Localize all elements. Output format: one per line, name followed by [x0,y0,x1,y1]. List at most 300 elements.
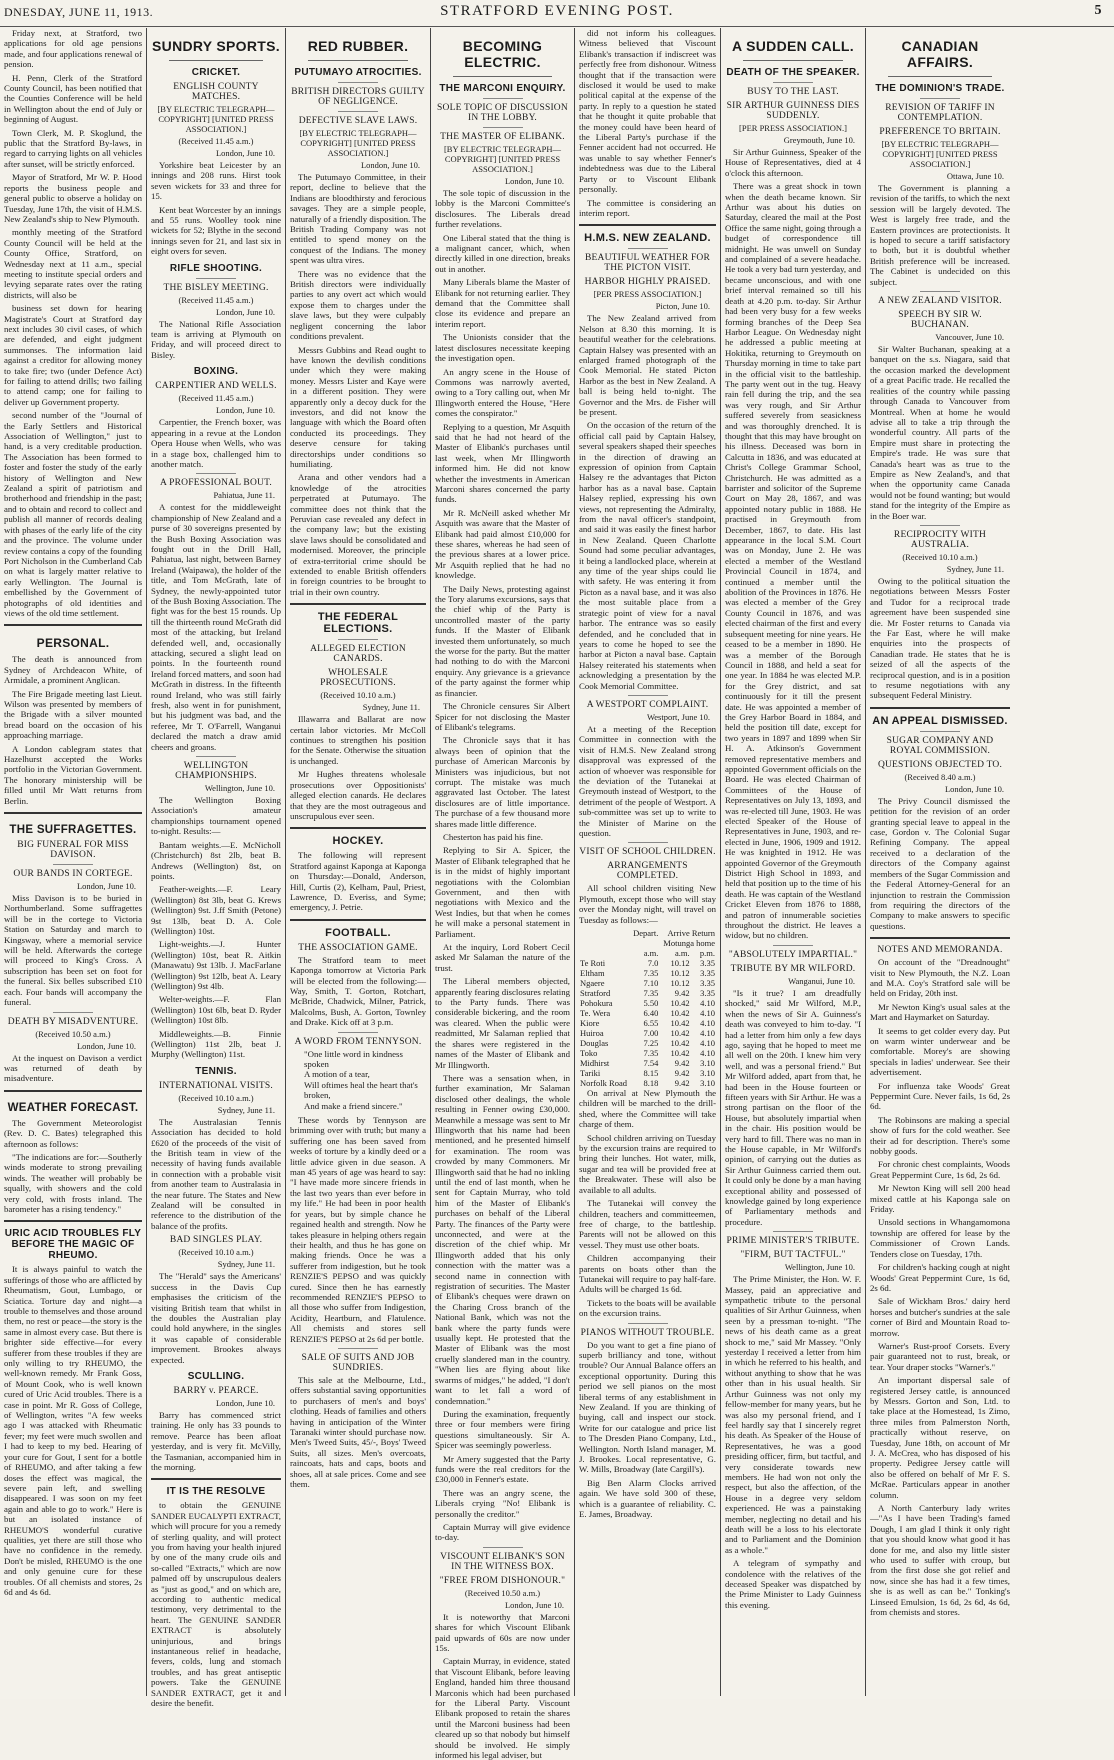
arrive-time: 9.42 [674,1058,690,1069]
divider [338,1348,378,1349]
divider [773,945,813,946]
divider [888,76,992,77]
section-heading: THE SUFFRAGETTES. [9,824,137,837]
section-divider [4,1090,142,1092]
news-paragraph: Illawarra and Ballarat are now certain labor victories. Mr McColl continues to strengthen his position for the Senate. Otherwise the situation is unchanged. [290,714,426,766]
issue-date: DNESDAY, JUNE 11, 1913. [4,5,154,19]
news-paragraph: Many Liberals blame the Master of Elibank for not returning earlier. They demand that the Committee shall close its evidence and prepare an interim report. [435,277,570,329]
wire-credit: [BY ELECTRIC TELEGRAPH—COPYRIGHT] [UNITED PRESS ASSOCIATION.] [299,128,417,158]
station-name: Douglas [580,1038,609,1049]
timetable-row [579,988,716,998]
advert-text: It is always painful to watch the sufferings of those who are afflicted by Rheumatism, Gout, Lumbago, or Sciatica. Torture day and night—a trouble to themselves and those around them, no rest or peace—the story is the same in almost every case. But there is brighter side effective—for every sufferer from these troubles if they are only willing to try RHEUMO, the well-known remedy. Mr Frank Goss, of Mount Cook, who is well known cured of Uric Acid troubles. There is a case in point. Mr R. Goss of College, of Wellington, writes "A few weeks ago I was attacked with Rheumatic fever; my feet were much swollen and I had to keep to my bed. Hearing of your cure for Gout, I sent for a bottle of RHEUMO, and after taking a few doses the effect was magical, the severe pain left, and swelling disappeared. I was soon on my feet again and able to go to work." Here is but an isolated instance of RHEUMO'S wonderful curative qualities, yet there are still those who have no confidence in the remedy. Don't be misled, RHEUMO is the one and only genuine cure for these troubles. Of all chemists and stores, 2s 6d and 4s 6d. [4,1264,142,1597]
news-paragraph: One Liberal stated that the thing is a malignant cancer, which, when directly killed in one direction, breaks out in another. [435,232,570,274]
subheading: THE DOMINION'S TRADE. [875,83,1005,94]
news-paragraph: The National Rifle Association team is arriving at Plymouth on Friday, and will proceed direct to Bisley. [151,318,281,360]
subheading: BUSY TO THE LAST. [747,87,839,97]
dateline: Picton, June 10. [655,301,710,312]
depart-time: 7.10 [643,978,659,989]
train-timetable [579,928,716,1088]
news-paragraph: On account of the "Dreadnought" visit to New Plymouth, the N.Z. Loan and M.A. Coy's Stratford sale will be held on Friday, 20th inst. [870,957,1010,999]
section-heading: H.M.S. NEW ZEALAND. [584,232,711,245]
poem-line: "One little word in kindness spoken [304,1048,403,1069]
received-time: (Received 10.10 a.m.) [320,690,396,701]
timetable-row [579,1058,716,1068]
depart-time: 7.0 [647,958,659,969]
news-paragraph: Chesterton has paid his fine. [443,831,543,842]
divider [453,76,552,77]
subheading: SOLE TOPIC OF DISCUSSION IN THE LOBBY. [437,103,568,123]
dateline: Sydney, June 11. [217,1104,275,1115]
arrive-time: 10.12 [670,978,690,989]
divider [628,842,668,843]
received-time: (Received 10.50 a.m.) [464,1587,541,1598]
subheading: ALLEGED ELECTION CANARDS. [310,644,406,665]
masthead-bar [0,0,1114,27]
news-paragraph: Mr Newton King will sell 200 head mixed cattle at his Kaponga sale on Friday. [870,1183,1010,1215]
column-red-rubber [286,28,430,1696]
poem-quote [290,1049,426,1111]
return-time: 3.35 [700,988,715,999]
divider [628,1323,668,1324]
section-divider [290,827,426,829]
arrive-time: 9.42 [674,988,690,999]
newspaper-title: STRATFORD EVENING POST. [440,3,674,19]
return-time: 3.10 [700,1078,715,1089]
news-paragraph: A telegram of sympathy and condolence with the relatives of the deceased Speaker was dispatched by the Prime Minister to Lady Guinness this evening. [725,1558,861,1610]
advert-text: to obtain the GENUINE SANDER EUCALYPTI EXTRACT, which will procure for you a remedy of sterling quality, and will protect you from having your health injured by one of the many crude oils and so-called "Extracts," which are now palmed off by unscrupulous dealers as "just as good," and on which are, according to authentic medical testimony, very detrimental to the heart. The GENUINE SANDER EXTRACT is absolutely uninjurious, and brings instantaneous relief in headache, fevers, colds, lung and stomach troubles, and has great antiseptic powers. Take the GENUINE SANDER EXTRACT, get it and desire the benefit. [151,1500,281,1709]
news-paragraph: Light-weights.—J. Hunter (Wellington) 10st, beat R. Aitkin (Manawatu) 9st 13lb. J. MacFarlane (Wellington) 9st 12lb, beat A. Leary (Wellington) 9st 4lb. [151,939,281,991]
news-paragraph: The Chronicle says that it has always been of opinion that the purchase of American Marconis by Ministers was injudicious, but not corrupt. The mistake was much aggravated last October. The latest disclosures are of little importance. The purchase of a few thousand more shares made little difference. [435,735,570,829]
station-name: Pohokura [580,998,613,1009]
column-headline: BECOMING ELECTRIC. [462,38,543,70]
timetable-row [579,1028,716,1038]
wire-credit: [PER PRESS ASSOCIATION.] [593,289,702,300]
news-paragraph: An angry scene in the House of Commons was narrowly averted, owing to a Tory calling out, when Mr Illingworth entered the House, "Here comes the conspirator." [435,366,570,419]
news-paragraph: The Prime Minister, the Hon. W. F. Massey, paid an appreciative and sympathetic tribute to the personal qualities of Sir Arthur Guinness, when seen by a pressman to-night. "The news of his death came as a great shock to me," said Mr Massey. "Only yesterday I received a letter from him in which he referred to his health, and without anything to show that he was other than in his usual health. Sir Arthur Guinness was not only my fellow-member for many years, but he was also my personal friend, and I feel hardly say that I sincerely regret his death. As Speaker of the House of Representatives, he was a good presiding officer, firm, but tactful, and very considerate towards new members. He had won not only the respect, but also the affection, of the House in a degree very seldom experienced. He was a painstaking member, neglecting no detail and his death will be a loss to his electorate and to Parliament and the Dominion as a whole." [725,1274,861,1555]
dateline: London, June 10. [215,405,275,416]
advert-text: These words by Tennyson are brimming over with truth; but many a suffering one has been saved from weeks of torture by a kindly deed or a little advice given in due season. A man 45 years of age was heard to say: "I have made more sincere friends in the last two years than ever before in my life." He had been in poor health for years, but by simple chance he regained health and strength. Now he takes pleasure in helping others regain their health, and thus he has gone on making friends. Once he was a sufferer from indigestion, but he took RENZIE'S PEPSO and was quickly cured. Since then he has earnestly recommended RENZIE'S PEPSO to all those who suffer from Indigestion, Acidity, Heartburn, and Flatulence. All chemists and stores sell RENZIE'S PEPSO at 2s 6d per bottle. [290,1115,426,1344]
subheading: "FREE FROM DISHONOUR." [439,1575,566,1586]
dateline: London, June 10. [215,1397,275,1408]
station-name: Norfolk Road [580,1078,627,1089]
news-paragraph: For children's hacking cough at night Woods' Great Peppermint Cure, 1s 6d, 2s 6d. [870,1262,1010,1293]
dateline: Ottawa, June 10. [946,171,1004,181]
section-divider [870,707,1010,709]
station-name: Ngaere [580,978,605,989]
news-paragraph: There was a sensation when, in further examination, Mr Salaman disclosed other dealings, the whole resulting in Fenner owing £30,000. Meanwhile a message was sent to Mr Illingworth that his name had been mentioned, and he presented himself for examination. The room was crowded by many Commoners. Mr Illingworth said that he had no inkling until the end of last month, when he sent for Captain Murray, who told him of the Master of Elibank's purchases on behalf of the Liberal Party. The finances of the Party were unconnected, and were at the discretion of the chief whip. Mr Illingworth added that his only connection with the matter was a second name in connection with registration of securities. The Master of Elibank's cheques were drawn on the Charing Cross branch of the National Bank, which was not the bank where the party funds were usually kept. He protested that the Master of Elibank was the most cruelly slandered man in the country. "When lies are flying about like swarms of midges," he added, "I don't want to let fall a word of condemnation." [435,1072,570,1406]
subheading: DEFECTIVE SLAVE LAWS. [298,116,418,126]
advert-heading: URIC ACID TROUBLES FLY BEFORE THE MAGIC OF RHEUMO. [4,1228,142,1262]
section-heading: FOOTBALL. [325,926,391,939]
station-name: Kiore [580,1018,600,1029]
news-paragraph: The New Zealand arrived from Nelson at 8.30 this morning. It is beautiful weather for the celebrations. Captain Halsey was presented with an enlarged framed photograph of the Cook Memorial. He stated Picton Harbor as the best in New Zealand. A ball is being held to-night. The Governor and the Mrs. de Fisher will be present. [579,313,716,417]
divider [338,82,378,83]
news-paragraph: The "Herald" says the Americans' success in the Davis Cup emphasises the criticism of the visiting British team that whilst in the doubles the Australian play could hold anywhere, in the singles it was capable of considerable improvement. Brookes always expected. [151,1271,281,1365]
column-headline: A SUDDEN CALL. [732,38,854,54]
dateline: Wellington, June 10. [204,783,275,794]
arrive-time: 9.42 [674,1068,690,1079]
return-time: 4.10 [700,1038,715,1049]
timetable-row [579,1038,716,1048]
divider [338,111,378,112]
section-heading: HOCKEY. [332,835,384,848]
timetable-cell [579,948,631,958]
station-name: Te. Wera [580,1008,611,1019]
timetable-cell [579,928,631,938]
news-paragraph: H. Penn, Clerk of the Stratford County Council, has been notified that the Counties Conference will be held in Wellington about the end of July or beginning of August. [4,72,142,125]
news-paragraph: "The indications are for:—Southerly winds moderate to strong prevailing winds. The weather will probably be squally, with showers and the cold very cold, with frosts inland. The barometer has a rising tendency." [4,1151,142,1214]
return-time: 3.10 [700,1058,715,1069]
return-time: 4.10 [700,1018,715,1029]
news-paragraph: The committee is considering an interim report. [579,197,716,218]
news-paragraph: second number of the "Journal of the Early Settlers and Historical Association of Wellington," just to hand, is a very creditable production. The Association has been formed to foster and foster the study of the early history of Wellington and New Zealand a spirit of patriotism and brotherhood and friendship in the past; and to obtain and record to collect and publish all manner of records dealing with phases of the early life of the city and the province. The volume under review contains a copy of the founding Port Nicholson in the Cumberland Cab on what is largely matter relative to early Wellington. The Journal is embellished by the Government of photographs of old identities and views of the old time settlement. [4,410,142,618]
wire-credit: [BY ELECTRIC TELEGRAPH—COPYRIGHT] [UNITED PRESS ASSOCIATION.] [157,104,275,134]
divider [920,731,960,732]
arrive-time: 10.42 [670,1018,690,1029]
news-paragraph: The sole topic of discussion in the lobby is the Marconi Committee's disclosures. The Liberals dread further revelations. [435,188,570,230]
divider [628,248,668,249]
divider [920,525,960,526]
subheading: HARBOR HIGHLY PRAISED. [584,277,711,288]
dateline: Pahiatua, June 11. [213,490,275,501]
subheading: PRIME MINISTER'S TRIBUTE. [726,1236,860,1247]
section-heading: THE FEDERAL ELECTIONS. [317,611,399,636]
arrive-time: 9.42 [674,1078,690,1089]
divider [773,1231,813,1232]
local-items [4,28,142,618]
news-paragraph: Mayor of Stratford, Mr W. P. Hood reports the business people and general public to observe a holiday on Tuesday, June 17th, the visit of H.M.S. New Zealand's ship to New Plymouth. [4,172,142,224]
station-name: Eltham [580,968,605,979]
news-paragraph: Owing to the political situation the negotiations between Messrs Foster and Tudor for a reciprocal trade agreement have been suspended sine die. Mr Foster returns to Canada via the Far East, where he will make enquiries into the prospects of Canadian trade. He states that he is seized of all the aspects of the reciprocal question, and is in a position to resume negotiations with any subsequent Federal Ministry. [870,575,1010,701]
news-paragraph: The Tutanekai will convey the children, teachers and committeemen, free of charge, to the battleship. Parents will not be allowed on this vessel. They must use other boats. [579,1198,716,1250]
return-time: 3.10 [700,1068,715,1079]
arrive-time: 10.42 [670,1028,690,1039]
timetable-row [579,998,716,1008]
advert-heading: SALE OF SUITS AND JOB SUNDRIES. [301,1352,415,1373]
section-heading: TENNIS. [195,1065,237,1077]
news-paragraph: Mr R. McNeill asked whether Mr Asquith was aware that the Master of Elibank had paid almost £10,000 for these shares, whereas he had seen of the previous shares at a lower price. Mr Asquith replied that he had no knowledge. [435,507,570,581]
timetable-row [579,968,716,978]
news-paragraph: There was no evidence that the British directors were individually parties to any overt act which would expose them to charges under the slave laws, but they were culpably negligent concerning the labor conditions prevalent. [290,268,426,342]
subheading: THE ASSOCIATION GAME. [298,942,418,953]
subheading: ARRANGEMENTS COMPLETED. [607,861,688,882]
subheading: A NEW ZEALAND VISITOR. [878,296,1002,307]
news-paragraph: Carpentier, the French boxer, was appearing in a revue at the London Opera House when Wells, who was in a stage box, challenged him to another match. [151,417,281,469]
news-paragraph: At the inquiry, Lord Robert Cecil asked Mr Salaman the nature of the trust. [435,942,570,973]
news-paragraph: On arrival at New Plymouth the children will be marched to the drill-shed, where the Committee will take charge of them. [579,1088,716,1130]
news-paragraph: The Fire Brigade meeting last Lieut. Wilson was presented by members of the Brigade with a silver mounted bread board on the occasion of his approaching marriage. [4,688,142,741]
news-paragraph: Kent beat Worcester by an innings and 55 runs. Woolley took nine wickets for 52; Blythe in the second innings seven for 21, and last six in eight overs for seven. [151,204,281,257]
advert-text: Big Ben Alarm Clocks arrived again. We have sold 300 of these, which is a guarantee of reliability. C. E. James, Broadway. [579,1477,716,1520]
news-paragraph: The Privy Council dismissed the petition for the revision of an order granting special leave to appeal in the case, Gordon v. The Colonial Sugar Refining Company. The appeal received to a declaration of the directors of the Company against members of the Sugar Commission and the Federal Attorney-General for an injunction to restrain the Commission from requiring the directors of the Company to make answers to specific questions. [870,795,1010,931]
subheading: QUESTIONS OBJECTED TO. [877,759,1003,770]
dateline: Sydney, June 11. [362,702,420,713]
station-name: Tariki [580,1068,601,1079]
timetable-cell: a.m. [643,948,659,959]
section-divider [4,624,142,626]
news-paragraph: There was a great shock in town when the death became known. Sir Arthur was about his duties on Saturday, cleared the mail at the Post Office the same night, going through a budget of correspondence till midnight. He was unwell on Sunday and complained of a severe headache. He took a very bad turn yesterday, and became unconscious, and with one brief interval remained so till his death at 4.20 p.m. to-day. Sir Arthur had been very busy for a few weeks forming branches of the Deep Sea Harbor League. On Wednesday night he addressed a public meeting at Hokitika, returning to Greymouth on Thursday morning in time to take part in the official visit to the battleship. The party went out in the tug. Heavy rain fell during the trip, and the sea was very rough, and Sir Arthur suffered severely from seasickness and was thoroughly drenched. It is thought that this may have brought on his illness. Deceased was born in Calcutta in 1836, and was educated at Christ's College Grammar School, Christchurch. He was admitted as a barrister and solicitor of the Supreme Court on May 28, 1867, and was appointed notary public in 1888. He practised in Greymouth from December, 1867, to date. His last appearance in the local S.M. Court was on Monday, June 2. He was elected a member of the Westland Provincial Council in 1874, and continued a member until the abolition of the Provinces in 1876. He was elected a member of the Grey County Council in 1876, and was elected chairman of the first and every subsequent meeting for nine years. He ceased to be a member in 1890. He was a member of the Borough Council in 1888, and held a seat for one year. In 1884 he was elected M.P. for the Grey district, and sat continuously for it till the present date. He was appointed a member of the Grey Harbor Board in 1884, and held the position till date, except for two years in 1897 and 1899 when Sir H. A. Atkinson's Government removed representative members and appointed Government officials on the Board. He was elected Chairman of Committees of the House of Representatives on July 13, 1893, and was re-elected till June, 1903. He was elected Speaker of the House of Representatives in June, 1903, and re-elected in June, 1906, 1909 and 1912. He was knighted in 1912. He was appointed Governor of the Greymouth District High School in 1893, and held that position up to the time of his death. He was captain of the Westland Cricket Eleven from 1876 to 1888, and patron of innumerable societies throughout the district. He leaves a widow, but no children. [725,181,861,941]
news-paragraph: The Australasian Tennis Association has decided to hold £620 of the proceeds of the visit of the British team in view of the necessity of having funds available in connection with a probable visit from another team to Australasia in the near future. The States and New Zealand will be consulted in reference to the distribution of the balance of the profits. [151,1116,281,1231]
received-time: (Received 11.45 a.m.) [178,393,254,404]
subheading: BIG FUNERAL FOR MISS DAVISON. [17,840,129,861]
timetable-row [579,1078,716,1088]
section-heading: RIFLE SHOOTING. [169,262,263,274]
news-paragraph: monthly meeting of the Stratford County Council will be held at the County Office, Stratford, on Wednesday next at 11 a.m., special meeting to institute special orders and levying separate rates over the rating districts, will also be [4,227,142,300]
column-hms-new-zealand [575,28,720,1696]
section-divider [870,937,1010,939]
arrive-time: 10.12 [670,958,690,969]
return-time: 3.35 [700,978,715,989]
news-paragraph: Messrs Gubbins and Read ought to have known the devilish conditions under which they were making money. Messrs Lister and Kaye were in a different position. They were apparently only a decoy duck for the investors, and did not know the language with which the Board often conducted its proceedings. They deserve censure for taking directorships under conditions so humiliating. [290,344,426,469]
news-paragraph: At a meeting of the Reception Committee in connection with the visit of H.M.S. New Zealand strong disapproval was expressed of the action of whoever was responsible for the deviation of the Tutanekai at Greymouth instead of Westport, to the detriment of the people of Westport. A sub-committee was set up to write to the Minister of Marine on the question. [579,723,716,838]
news-paragraph: Feather-weights.—F. Leary (Wellington) 8st 3lb, beat G. Krews (Wellington) 9st. J.ff Smith (Petone) 9st 13lb, beat D. A. Cole (Wellington) 10st. [151,884,281,936]
section-heading: CRICKET. [191,67,241,78]
arrive-time: 10.42 [670,1048,690,1059]
news-paragraph: The Daily News, protesting against the Tory alarums excursions, says that the chief whip of the Party is uncontrolled master of the party funds. If the Master of Elibank invested them unfortunately, so much the worse for the party. But the matter had nothing to do with the Marconi enquiry. Any grievance is a grievance of the party against the former whip as financier. [435,583,570,698]
news-paragraph: Mr Amery suggested that the Party funds were the real creditors for the £30,000 in Fenner's estate. [435,1453,570,1485]
dateline: London, June 10. [76,1040,136,1051]
depart-time: 7.54 [643,1058,659,1069]
subheading: DEATH BY MISADVENTURE. [7,1016,139,1027]
column-sundry-sports [147,28,285,1709]
depart-time: 7.35 [643,968,659,979]
news-paragraph: Welter-weights.—F. Flan (Wellington) 10st 6lb, beat D. Ryder (Wellington) 10st 8lb. [151,994,281,1026]
section-heading: WEATHER FORECAST. [7,1101,139,1114]
depart-time: 7.35 [643,1048,659,1059]
divider [196,473,236,474]
timetable-row [579,1048,716,1058]
news-paragraph: Replying to a question, Mr Asquith said that he had not heard of the Master of Elibank's purchases until last week, when Mr Illingworth informed him. He did not know whether the investments in American Marconi shares concerned the party funds. [435,421,570,505]
dateline: London, June 10. [215,148,275,158]
return-time: 4.10 [700,1048,715,1059]
section-heading: AN APPEAL DISMISSED. [872,714,1008,727]
news-paragraph: The Government is planning a revision of the tariffs, to which the next session will be largely devoted. The West is largely free trade, and the Eastern provinces are protectionists. It is hoped to secure a tariff satisfactory to both, but it is doubtful whether British preference will be increased. The Cabinet is undecided on this subject. [870,183,1010,287]
subheading: "FIRM, BUT TACTFUL." [740,1250,846,1261]
depart-time: 7.25 [643,1038,659,1049]
divider [920,98,960,99]
divider [338,1032,378,1033]
station-name: Toko [580,1048,598,1059]
dateline: Sydney, June 11. [946,563,1004,574]
wire-credit: [BY ELECTRIC TELEGRAPH—COPYRIGHT] [UNITED PRESS ASSOCIATION.] [443,144,562,174]
return-time: 3.35 [700,958,715,969]
news-paragraph: Middleweights.—B. Finnie (Wellington) 11st 2lb, beat J. Murphy (Wellington) 11st. [151,1028,281,1060]
news-paragraph: Friday next, at Stratford, two applications for old age pensions made, and four applications renewal of pension. [4,28,142,70]
timetable-row [579,1008,716,1018]
received-time: (Received 11.45 a.m.) [178,294,254,305]
news-paragraph: Arana and other vendors had a knowledge of the atrocities perpetrated at Putumayo. The committee does not think that the Peruvian case revealed any defect in the company law; but the existing slave laws should be consolidated and modernised. Moreover, the principle of extra-territorial crime should be extended to enable British offenders in foreign countries to be brought to trial in their own country. [290,472,426,597]
divider [308,60,408,61]
timetable-row [579,978,716,988]
news-paragraph: The following will represent Stratford against Kaponga at Kaponga on Thursday:—Donald, Anderson, Hill, Curtis (2), Kelham, Paul, Priest, Lawrence, D. Everiss, and Syme; emergency, J. Petrie. [290,850,426,913]
column-headline: RED RUBBER. [307,38,409,54]
station-name: Huiroa [580,1028,604,1039]
section-heading: NOTES AND MEMORANDA. [877,945,1003,956]
news-paragraph: Mr Hughes threatens wholesale prosecutions over Oppositionists' alleged election canards. He declares that they are the most outrageous and unscrupulous ever seen. [290,769,426,821]
news-paragraph: It seems to get colder every day. Put on warm winter underwear and be comfortable. Morey's are showing specials in ladies' underwear. See their advertisement. [870,1025,1010,1078]
return-time: 3.35 [700,968,715,979]
news-paragraph: Yorkshire beat Leicester by an innings and 208 runs. Hirst took seven wickets for 33 and three for 15. [151,160,281,202]
subheading: INTERNATIONAL VISITS. [159,1080,273,1091]
news-paragraph: Tickets to the boats will be available on the excursion trains. [579,1297,716,1319]
news-paragraph: Barry has commenced strict training. He only has 33 pounds to remove. Pearce has been afloat yesterday, and is very fit. McVilly, the Tasmanian, accompanied him in the morning. [151,1409,281,1472]
received-time: (Received 10.10 a.m.) [902,551,978,562]
news-paragraph: There was an angry scene, the Liberals crying "No! Elibank is personally the creditor." [435,1487,570,1519]
divider [483,127,523,128]
news-paragraph: The Liberal members objected, apparently fearing disclosures relating to the Party funds. There was considerable bickering, and the room was cleared. When the public were readmitted, Mr Salaman replied that the shares were registered in the names of the Master of Elibank and Mr Illingworth. [435,976,570,1070]
news-paragraph: For chronic chest complaints, Woods Great Peppermint Cure, 1s 6d, 2s 6d. [870,1159,1010,1180]
depart-time: 5.50 [643,998,659,1009]
news-paragraph: business set down for hearing Magistrate's Court at Stratford day next includes 30 civil cases, of which are defended, and eight judgment summonses. The information laid against a creditor for allowing money to take fire; two (under Defence Act) for failing to attend drills; two failing to attend camp; one for failing to deliver up Government property. [4,303,142,407]
news-paragraph: Children accompanying their parents on boats other than the Tutanekai will require to pay half-fare. Adults will be charged 1s 6d. [579,1253,716,1295]
subheading: "ABSOLUTELY IMPARTIAL." [728,949,858,960]
timetable-row [579,958,716,968]
dateline: London, June 10. [504,176,564,186]
news-paragraph: All school children visiting New Plymouth, except those who will stay over the Monday night, will travel on Tuesday as follows:— [579,883,716,925]
depart-time: 6.40 [643,1008,659,1019]
column-sudden-call [721,28,865,1696]
poem-line: A motion of a tear, [304,1069,370,1080]
subheading: RECIPROCITY WITH AUSTRALIA. [893,529,987,550]
arrive-time: 10.42 [670,1008,690,1019]
news-paragraph: Miss Davison is to be buried in Northumberland. Some suffragettes will be in the cortege to Victoria Station on Saturday and march to Kingsway, where a memorial service will be held. Afterwards the cortege will proceed to King's Cross. A subscription has been set on foot for the funeral. Six belles subscribed £10 each. Four bands will accompany the funeral. [4,893,142,1008]
return-time: 4.10 [700,1028,715,1039]
section-heading: BOXING. [193,366,239,378]
dateline: Sydney, June 11. [217,1259,275,1270]
subheading: WELLINGTON CHAMPIONSHIPS. [175,761,257,782]
news-paragraph: An important dispersal sale of registered Jersey cattle, is announced by Messrs. Gorton and Son, Ltd. to take place at the Homestead, 1s Zimo, three miles from Palmerston North, practically without reserve, on Tuesday, June 18th, on account of Mr J. A. McCrea, who has disposed of his property. Pedigree Jersey cattle will also be offered on behalf of Mr F. S. McRae. Particulars appear in another column. [870,1375,1010,1500]
advert-heading: PIANOS WITHOUT TROUBLE. [580,1327,715,1338]
subheading: BRITISH DIRECTORS GUILTY OF NEGLIGENCE. [291,87,425,107]
timetable-cell: Depart. [633,928,659,939]
news-paragraph: The Government Meteorologist (Rev. D. C. Bates) telegraphed this afternoon as follows: [4,1117,142,1149]
section-divider [4,812,142,814]
news-paragraph: did not inform his colleagues. Witness believed that Viscount Elibank's transaction if indiscreet was perfectly free from dishonour. Witness thought that if the transaction were disclosed it would be used to make political capital at the expense of the party. In reply to a question he stated that he thought it quite probable that the money could have been heard of the Liberal Party's purchase if the Fenner accident had not occurred. He was unable to say whether Fenner's indebtedness was due to the Liberal Party or to Viscount Elibank personally. [579,28,716,195]
timetable-cell [631,938,660,948]
section-divider [4,1220,142,1222]
poem-line: Will oftimes heal the heart that's broken, [304,1079,418,1101]
divider [53,1012,93,1013]
advert-text: This sale at the Melbourne, Ltd., offers substantial saving opportunities to purchasers of men's and boys' clothing. Heads of families and others having in anticipation of the Winter Taranaki winter should purchase now. Men's Tweed Suits, 45/-, Boys' Tweed Suits, all sizes. Men's overcoats, raincoats, hats and caps, boots and shoes, all at sale prices. Come and see them. [290,1374,426,1490]
received-time: (Received 8.40 a.m.) [904,771,976,782]
subheading: PUTUMAYO ATROCITIES. [294,67,422,78]
divider [53,864,93,865]
news-paragraph: Unsold sections in Whangamomona township are offered for lease by the Commissioner of Crown Lands. Tenders close on Tuesday, 17th. [870,1217,1010,1259]
column-local-news [0,28,146,1696]
received-time: (Received 10.10 a.m.) [178,1247,254,1258]
divider [773,82,813,83]
subheading: A WESTPORT COMPLAINT. [586,699,709,710]
news-paragraph: Captain Murray, in evidence, stated that Viscount Elibank, before leaving England, handed him three thousand Marconis which had been purchased for the Liberal Party. Viscount Elibank proposed to retain the shares until the Marconi business had been cleared up so that nobody but himself should be involved. He simply informed his legal adviser, but [435,1656,570,1760]
news-paragraph: "Is it true? I am dreadfully shocked," said Mr Wilford, M.P., when the news of Sir A. Guinness's death was conveyed to him to-day. "I had a letter from him only a few days ago, saying that he hoped to meet me all well on the 20th. I knew him very well, and was a personal friend." But Mr Wilford added, apart from that, he had been in the House fourteen or fifteen years with Sir Arthur. He was a strong partisan on the floor of the House, but absolutely impartial when in the chair. His position would be very hard to fill. There was no man in the House capable, in Mr Wilford's opinion, of carrying out the duties as Sir Arthur Guinness carried them out. It could only be done by a man having exceptional ability and possessed of knowledge gained by long experience of Parliamentary methods and procedure. [725,987,861,1227]
dateline: London, June 10. [215,306,275,317]
subheading: THE MARCONI ENQUIRY. [439,83,566,94]
received-time: (Received 10.50 a.m.) [35,1028,111,1039]
return-time: 4.10 [700,1008,715,1019]
timetable-cell: p.m. [699,948,715,959]
news-paragraph: School children arriving on Tuesday by the excursion trains are required to bring their lunches. Hot water, milk, sugar and tea will be provided free at the Breakwater. These will also be available to all adults. [579,1132,716,1195]
subheading: SPEECH BY SIR W. BUCHANAN. [898,310,982,331]
divider [920,291,960,292]
subheading: ENGLISH COUNTY MATCHES. [173,82,259,102]
column-headline: CANADIAN AFFAIRS. [901,38,979,70]
news-paragraph: The Chronicle censures Sir Albert Spicer for not disclosing the Master of Elibank's telegrams. [435,701,570,732]
dateline: Wanganui, June 10. [788,975,855,986]
divider [628,695,668,696]
dateline: London, June 10. [944,783,1004,794]
divider [169,60,263,61]
news-paragraph: During the examination, frequently three or four members were firing questions simultaneously. Sir A. Spicer was seemingly powerless. [435,1408,570,1451]
news-paragraph: At the inquest on Davison a verdict was returned of death by misadventure. [4,1052,142,1084]
subheading: REVISION OF TARIFF IN CONTEMPLATION. [885,103,995,123]
timetable-row [579,1068,716,1078]
timetable-row [579,1018,716,1028]
divider [483,98,523,99]
news-paragraph: A London cablegram states that Hazelhurst accepted the Works portfolio in the Victorian Government. The honorary ministership will be filled until Mr Watt returns from Berlin. [4,743,142,806]
timetable-header [579,928,716,938]
news-paragraph: Town Clerk, M. P. Skoglund, the public that the Stratford By-laws, in regard to carrying lights on all vehicles after sunset, will be strictly enforced. [4,127,142,169]
news-paragraph: The Putumayo Committee, in their report, decline to believe that the Indians are bloodthirsty and ferocious savages. They are a simple people, naturally of a friendly disposition. The British Trading Company was not entitled to spend money on the conquest of the Indians. The money spent was ultra vires. [290,172,426,266]
subheading: THE MASTER OF ELIBANK. [440,132,565,142]
divider [196,278,236,279]
news-paragraph: A contest for the middleweight championship of New Zealand and a purse of 30 sovereigns presented by the Bush Boxing Association was fought out in the Drill Hall, Pahiatua, last night, between Barney Ireland (Waipawa), the holder of the title, and Tom McGrath, late of Sydney, the newly-appointed tutor of the Bush Boxing Association. The fight was for the best 15 rounds. Up till the thirteenth round McGrath did most of the attacking, but Ireland defended well, and, occasionally attacking, secured a slight lead on points. In the fourteenth round Ireland forced matters, and soon had McGrath in distress. In the fifteenth round Ireland, who was still fairly fresh, also went in for punishment, but his judgment was bad, and the referee, Mr T. O'Farrell, Wanganui declared the match a draw amid cheers and groans. [151,502,281,752]
news-paragraph: Replying to Sir A. Spicer, the Master of Elibank telegraphed that he is in the midst of highly important negotiations with the Colombian Government, and then with negotiations with Mexico and the West Indies, but that when he comes he will make a personal statement in Parliament. [435,845,570,939]
subheading: WHOLESALE PROSECUTIONS. [320,668,396,689]
section-heading: SCULLING. [187,1370,245,1382]
depart-time: 8.18 [643,1078,659,1089]
timetable-cell: a.m. [674,948,690,959]
return-time: 4.10 [700,998,715,1009]
news-paragraph: Bantam weights.—E. McNicholl (Christchurch) 8st 2lb, beat B. Andrews (Wellington) 8st, on points. [151,839,281,881]
dateline: London, June 10. [504,1599,564,1610]
depart-time: 7.00 [643,1028,659,1039]
dateline: Greymouth, June 10. [783,135,855,145]
divider [196,756,236,757]
timetable-header [579,948,716,958]
news-paragraph: Mr Newton King's usual sales at the Mart and Haymarket on Saturday. [870,1001,1010,1023]
timetable-cell [579,938,631,948]
section-divider [151,1478,281,1480]
news-paragraph: The Robinsons are making a special show of furs for the cold weather. See their ad for description. There's some nobby goods. [870,1114,1010,1157]
divider [338,639,378,640]
column-becoming-electric [431,28,574,1760]
subheading: CARPENTIER AND WELLS. [155,381,277,392]
divider [483,1547,523,1548]
dateline: Vancouver, June 10. [935,332,1004,343]
timetable-cell: Motunga home [663,938,715,949]
section-heading: PERSONAL. [36,636,110,651]
dateline: Westport, June 10. [646,711,710,722]
column-headline: SUNDRY SPORTS. [152,38,280,54]
column-canadian-affairs [866,28,1014,1696]
depart-time: 7.35 [643,988,659,999]
subheading: OUR BANDS IN CORTEGE. [13,869,133,880]
news-paragraph: Warner's Rust-proof Corsets. Every pair guaranteed not to rust, break, or tear. Your draper stocks "Warner's." [870,1340,1010,1372]
dateline: Wellington, June 10. [784,1262,855,1273]
news-paragraph: A North Canterbury lady writes—"As I have been Trading's famed Dough, I am glad I think it only right that you should know what good it has done for me, and also my little sister who used to suffer with croup, but from the first dose she got relief and now, since she has had it a few times, she is as well as can be." Tonking's Linseed Emulsion, 1s 6d, 2s 6d, 4s 6d, from chemists and stores. [870,1503,1010,1618]
news-paragraph: Captain Murray will give evidence to-day. [435,1521,570,1543]
arrive-time: 10.12 [670,968,690,979]
subheading: TRIBUTE BY MR WILFORD. [730,963,856,974]
news-paragraph: The Stratford team to meet Kaponga tomorrow at Victoria Park will be elected from the following:—Way, Smith, T. Gorton, Rotchart, McBride, Chadwick, Milner, Patrick, Malcolms, Bush, A. Gorton, Townley and Drake. Kick off at 3 p.m. [290,954,426,1028]
subheading: A PROFESSIONAL BOUT. [160,478,272,489]
subheading: A WORD FROM TENNYSON. [294,1036,422,1047]
arrive-time: 10.42 [670,1038,690,1049]
news-paragraph: The Unionists consider that the latest disclosures necessitate keeping the investigation open. [435,332,570,364]
subheading: THE BISLEY MEETING. [163,282,269,293]
station-name: Te Roti [580,958,606,969]
advert-heading: IT IS THE RESOLVE [166,1486,266,1498]
